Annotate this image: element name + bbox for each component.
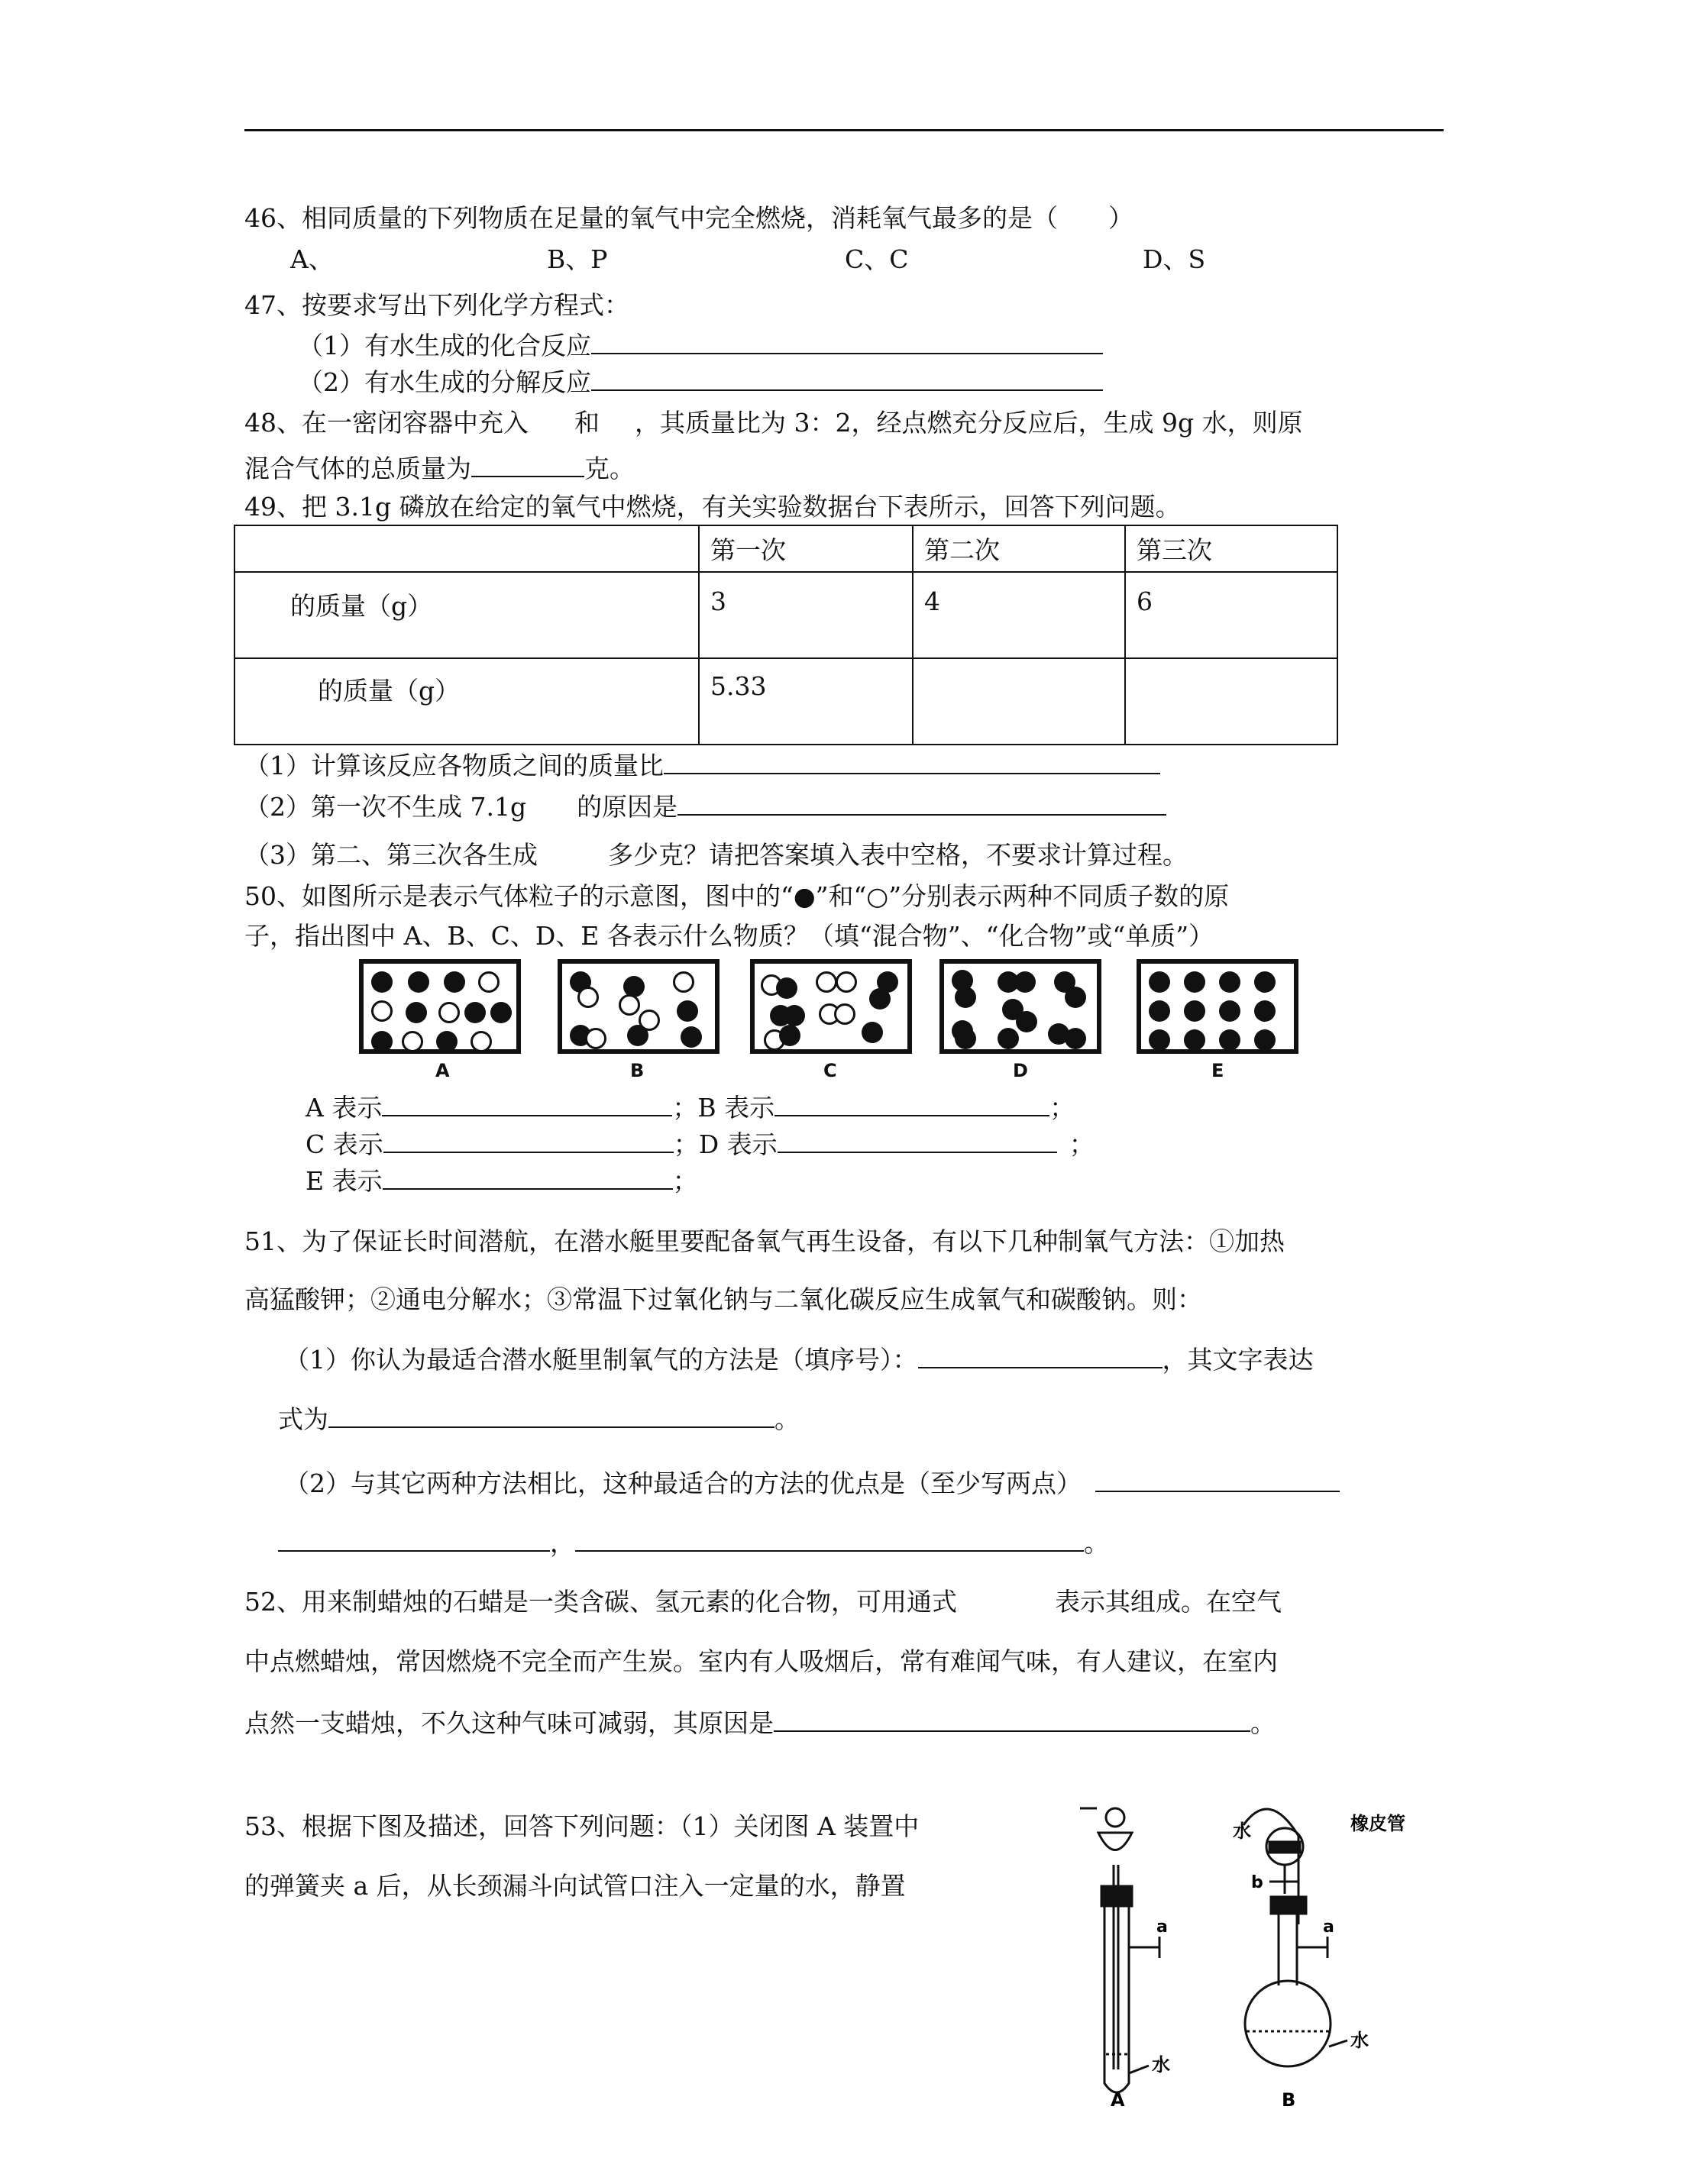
filled-atom bbox=[1065, 1028, 1086, 1049]
table-header-cell: 第一次 bbox=[699, 525, 913, 572]
apparatus-b bbox=[1243, 1809, 1347, 2066]
q49-sub1 bbox=[244, 750, 1160, 781]
q49-sub2-answer-blank[interactable] bbox=[677, 791, 1166, 816]
q47-item-1 bbox=[298, 330, 1103, 361]
particle-diagram bbox=[359, 959, 1222, 1097]
period: 。 bbox=[1250, 1708, 1276, 1738]
q49-sub2 bbox=[244, 791, 1166, 822]
answer-b-label: ；B 表示 bbox=[672, 1093, 775, 1123]
filled-atom bbox=[408, 971, 429, 993]
water-a-label: 水 bbox=[1152, 2054, 1170, 2076]
filled-atom bbox=[444, 971, 465, 993]
filled-atom bbox=[436, 1031, 458, 1052]
filled-atom bbox=[371, 971, 393, 993]
particle-box-e bbox=[1137, 959, 1298, 1054]
filled-atom bbox=[1219, 971, 1240, 993]
filled-atom bbox=[1149, 971, 1170, 993]
hollow-atom bbox=[673, 971, 694, 993]
table-header-cell: 第三次 bbox=[1125, 525, 1337, 572]
q48-answer-blank[interactable] bbox=[471, 453, 584, 477]
q51-advantage-blank-2[interactable] bbox=[278, 1527, 550, 1552]
filled-atom bbox=[776, 977, 797, 999]
header-rule bbox=[244, 129, 1444, 131]
table-row bbox=[234, 658, 1337, 745]
apparatus-a bbox=[1080, 1808, 1159, 2092]
filled-atom bbox=[406, 1002, 427, 1023]
q47-item-2-text: （2）有水生成的分解反应 bbox=[298, 367, 591, 397]
hollow-atom bbox=[836, 971, 857, 993]
q51-sub1-a: （1）你认为最适合潜水艇里制氧气的方法是（填序号）： bbox=[284, 1345, 918, 1375]
filled-atom bbox=[1184, 1000, 1205, 1022]
apparatus-a-label: A bbox=[1111, 2089, 1125, 2108]
answer-e-label: E 表示 bbox=[306, 1166, 383, 1196]
q46-stem: 46、相同质量的下列物质在足量的氧气中完全燃烧，消耗氧气最多的是（ ） bbox=[244, 203, 1133, 233]
semicolon: ； bbox=[1069, 1129, 1095, 1159]
q48-line1-b: 和 bbox=[574, 408, 600, 438]
q51-sub1-c: 式为 bbox=[278, 1404, 328, 1434]
table-header-cell: 第二次 bbox=[913, 525, 1125, 572]
rubber-tube-label: 橡皮管 bbox=[1350, 1813, 1405, 1834]
q52-line1-a: 52、用来制蜡烛的石蜡是一类含碳、氢元素的化合物，可用通式 bbox=[244, 1587, 957, 1617]
answer-d-blank[interactable] bbox=[778, 1129, 1057, 1153]
answer-c-blank[interactable] bbox=[383, 1129, 674, 1153]
q48-line1-a: 48、在一密闭容器中充入 bbox=[244, 408, 529, 438]
apparatus-figure bbox=[1069, 1802, 1451, 2108]
q52-line3 bbox=[244, 1707, 1276, 1739]
hollow-atom bbox=[371, 1000, 393, 1022]
q49-sub3-b: 多少克？请把答案填入表中空格，不要求计算过程。 bbox=[608, 840, 1188, 870]
hollow-atom bbox=[438, 1002, 460, 1023]
semicolon: ； bbox=[672, 1166, 698, 1196]
clamp-a-label: a bbox=[1156, 1917, 1168, 1937]
q51-sub2-text: （2）与其它两种方法相比，这种最适合的方法的优点是（至少写两点） bbox=[284, 1468, 1082, 1498]
q48-line2 bbox=[244, 453, 635, 484]
filled-atom bbox=[1184, 971, 1205, 993]
table-row-label: 的质量（g） bbox=[234, 572, 699, 658]
particle-box-c-label: C bbox=[823, 1060, 837, 1081]
q49-stem: 49、把 3.1g 磷放在给定的氧气中燃烧，有关实验数据台下表所示，回答下列问题。 bbox=[244, 492, 1181, 522]
q49-sub2-b: 的原因是 bbox=[577, 792, 678, 822]
q50-answer-row-1 bbox=[306, 1092, 1075, 1123]
filled-atom bbox=[1254, 1000, 1276, 1022]
answer-d-label: ；D 表示 bbox=[673, 1129, 778, 1159]
q50-line1: 50、如图所示是表示气体粒子的示意图，图中的“●”和“○”分别表示两种不同质子数的原 bbox=[244, 881, 1230, 911]
q48-line2-b: 克。 bbox=[584, 454, 635, 483]
q51-advantage-blank-1[interactable] bbox=[1095, 1468, 1340, 1492]
q49-sub2-a: （2）第一次不生成 7.1g bbox=[244, 792, 527, 822]
hollow-atom bbox=[577, 987, 599, 1008]
hollow-atom bbox=[478, 971, 500, 993]
hollow-atom bbox=[402, 1031, 423, 1052]
q52-reason-blank[interactable] bbox=[774, 1707, 1250, 1732]
q51-sub1 bbox=[284, 1344, 1314, 1375]
filled-atom bbox=[681, 1026, 702, 1048]
q49-data-table bbox=[234, 525, 1338, 745]
answer-b-blank[interactable] bbox=[774, 1092, 1049, 1116]
filled-atom bbox=[490, 1002, 512, 1023]
q51-method-blank[interactable] bbox=[918, 1344, 1163, 1368]
table-header-cell bbox=[234, 525, 699, 572]
table-cell: 4 bbox=[913, 572, 1125, 658]
water-top-label: 水 bbox=[1233, 1821, 1251, 1842]
q49-sub1-text: （1）计算该反应各物质之间的质量比 bbox=[244, 751, 664, 780]
hollow-atom bbox=[471, 1031, 492, 1052]
q50-answer-row-2 bbox=[306, 1129, 1095, 1160]
q48-line1 bbox=[244, 408, 1303, 438]
q47-item-1-answer-blank[interactable] bbox=[591, 330, 1103, 354]
water-b-label: 水 bbox=[1350, 2030, 1369, 2051]
filled-atom bbox=[1254, 971, 1276, 993]
filled-atom bbox=[1219, 1029, 1240, 1051]
q51-sub2-line2 bbox=[278, 1527, 1109, 1559]
q50-line2: 子，指出图中 A、B、C、D、E 各表示什么物质？（填“混合物”、“化合物”或“单质”） bbox=[244, 921, 1214, 951]
q46-option-c: C、C bbox=[845, 244, 909, 274]
filled-atom bbox=[998, 1028, 1019, 1049]
filled-atom bbox=[1014, 971, 1036, 993]
filled-atom bbox=[1149, 1029, 1170, 1051]
q51-sub1-expression bbox=[278, 1404, 800, 1435]
q51-line1: 51、为了保证长时间潜航，在潜水艇里要配备氧气再生设备，有以下几种制氧气方法：①加热 bbox=[244, 1226, 1285, 1256]
table-cell: 5.33 bbox=[699, 658, 913, 745]
filled-atom bbox=[1065, 987, 1086, 1008]
answer-c-label: C 表示 bbox=[306, 1129, 383, 1159]
answer-a-blank[interactable] bbox=[382, 1092, 672, 1116]
valve-b-label: b bbox=[1251, 1873, 1263, 1892]
answer-a-label: A 表示 bbox=[306, 1093, 383, 1123]
particle-box-b-label: B bbox=[630, 1060, 645, 1081]
filled-atom bbox=[779, 1025, 800, 1046]
q52-line1 bbox=[244, 1587, 1282, 1617]
q46-option-b: B、P bbox=[547, 244, 608, 274]
particle-box-a bbox=[359, 959, 521, 1054]
q46-option-d: D、S bbox=[1143, 244, 1206, 274]
hollow-atom bbox=[585, 1028, 606, 1049]
q51-expression-blank[interactable] bbox=[328, 1404, 774, 1428]
filled-atom bbox=[371, 1031, 393, 1052]
clamp-b-label: a bbox=[1323, 1917, 1334, 1937]
semicolon: ； bbox=[1049, 1093, 1075, 1123]
q48-line1-c: ，其质量比为 3：2，经点燃充分反应后，生成 9g 水，则原 bbox=[635, 408, 1303, 438]
q52-line1-b: 表示其组成。在空气 bbox=[1055, 1587, 1282, 1617]
table-cell[interactable] bbox=[913, 658, 1125, 745]
filled-atom bbox=[869, 988, 891, 1010]
answer-e-blank[interactable] bbox=[383, 1165, 673, 1190]
filled-atom bbox=[1016, 1011, 1037, 1032]
q53-line1: 53、根据下图及描述，回答下列问题：（1）关闭图 A 装置中 bbox=[244, 1811, 920, 1841]
q47-item-2-answer-blank[interactable] bbox=[591, 367, 1103, 391]
hollow-atom bbox=[619, 994, 640, 1016]
apparatus-b-label: B bbox=[1282, 2089, 1296, 2108]
table-header-row bbox=[234, 525, 1337, 572]
filled-atom bbox=[862, 1022, 883, 1043]
q49-sub3 bbox=[244, 840, 1188, 871]
particle-box-a-label: A bbox=[435, 1060, 450, 1081]
filled-atom bbox=[1149, 1000, 1170, 1022]
table-cell[interactable] bbox=[1125, 658, 1337, 745]
filled-atom bbox=[1184, 1029, 1205, 1051]
table-row-label: 的质量（g） bbox=[234, 658, 699, 745]
comma: ， bbox=[550, 1528, 575, 1558]
q46-option-a: A、 bbox=[290, 244, 334, 274]
q47-stem: 47、按要求写出下列化学方程式： bbox=[244, 290, 629, 320]
table-row bbox=[234, 572, 1337, 658]
q51-advantage-blank-3[interactable] bbox=[575, 1527, 1084, 1552]
q52-line2: 中点燃蜡烛，常因燃烧不完全而产生炭。室内有人吸烟后，常有难闻气味，有人建议，在室内 bbox=[244, 1646, 1278, 1676]
q51-sub1-b: ，其文字表达 bbox=[1162, 1345, 1314, 1375]
filled-atom bbox=[955, 987, 976, 1008]
q51-sub2 bbox=[284, 1468, 1340, 1499]
hollow-atom bbox=[816, 971, 837, 993]
q51-line2: 高猛酸钾；②通电分解水；③常温下过氧化钠与二氧化碳反应生成氧气和碳酸钠。则： bbox=[244, 1284, 1202, 1314]
hollow-atom bbox=[834, 1003, 855, 1025]
particle-box-d-label: D bbox=[1013, 1060, 1028, 1081]
table-cell: 3 bbox=[699, 572, 913, 658]
particle-box-d bbox=[939, 959, 1101, 1054]
particle-box-b bbox=[558, 959, 720, 1054]
q52-line3-text: 点然一支蜡烛，不久这种气味可减弱，其原因是 bbox=[244, 1708, 774, 1738]
period: 。 bbox=[1084, 1528, 1109, 1558]
filled-atom bbox=[955, 1028, 976, 1049]
particle-box-e-label: E bbox=[1211, 1060, 1224, 1081]
q47-item-1-text: （1）有水生成的化合反应 bbox=[298, 331, 591, 360]
period: 。 bbox=[774, 1404, 800, 1434]
filled-atom bbox=[1219, 1000, 1240, 1022]
filled-atom bbox=[464, 1002, 486, 1023]
filled-atom bbox=[677, 1000, 698, 1022]
q50-answer-row-3 bbox=[306, 1165, 698, 1197]
q49-sub1-answer-blank[interactable] bbox=[664, 750, 1160, 774]
q53-line2: 的弹簧夹 a 后，从长颈漏斗向试管口注入一定量的水，静置 bbox=[244, 1871, 906, 1901]
particle-box-c bbox=[750, 959, 912, 1054]
q48-line2-a: 混合气体的总质量为 bbox=[244, 454, 471, 483]
filled-atom bbox=[627, 1025, 648, 1046]
q47-item-2 bbox=[298, 367, 1103, 398]
table-cell: 6 bbox=[1125, 572, 1337, 658]
q49-sub3-a: （3）第二、第三次各生成 bbox=[244, 840, 538, 870]
filled-atom bbox=[784, 1005, 805, 1026]
filled-atom bbox=[1254, 1029, 1276, 1051]
